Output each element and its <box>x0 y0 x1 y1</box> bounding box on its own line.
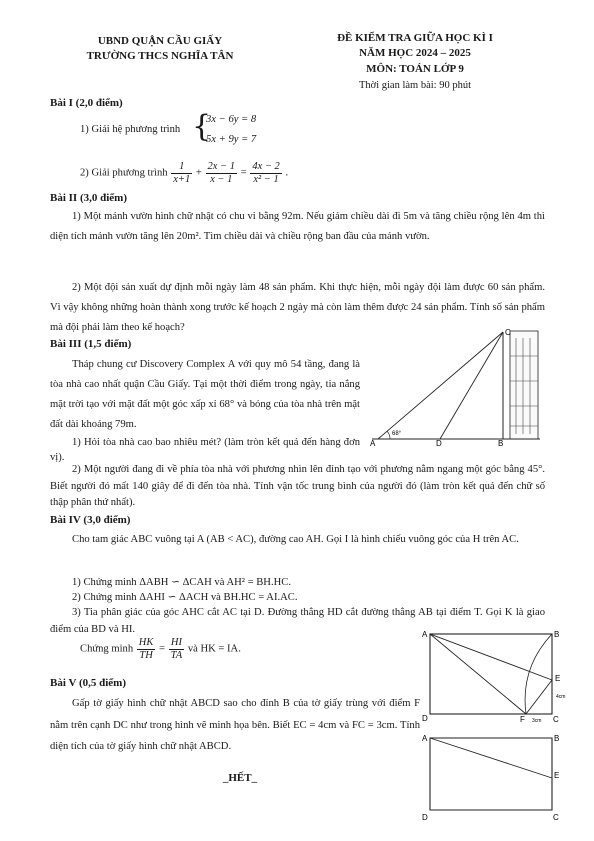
system-eq2: 5x + 9y = 7 <box>206 134 257 145</box>
school-name: TRƯỜNG THCS NGHĨA TÂN <box>86 50 234 62</box>
system-eq1: 3x − 6y = 8 <box>206 114 257 125</box>
fraction-1: $\frac{1}{x+1}$ <box>173 161 191 185</box>
period: . <box>285 167 289 179</box>
time-limit: Thời gian làm bài: 90 phút <box>359 80 471 91</box>
label-fc-length: 3cm <box>532 718 542 723</box>
fraction-hi-ta: $\frac{HI}{TA}$ <box>170 637 183 661</box>
bai3-title: Bài III (1,5 điểm) <box>50 338 132 350</box>
bai1-title: Bài I (2,0 điểm) <box>50 97 123 109</box>
fold-line-ae <box>430 634 552 680</box>
fraction-hk-th: $\frac{HK}{TH}$ <box>138 637 154 661</box>
label-b: B <box>498 439 504 446</box>
bai1-q1-text: 1) Giải hệ phương trình <box>80 124 181 135</box>
fraction-2: $\frac{2x - 1}{x - 1}$ <box>207 161 236 185</box>
prove-text-end: và HK = IA. <box>187 643 241 655</box>
building-figure <box>370 326 545 446</box>
line-af <box>430 634 526 714</box>
rectangle-abcd <box>430 634 552 714</box>
fold-arc <box>525 634 552 714</box>
bai1-q1 <box>80 109 257 145</box>
bai3-intro: Tháp chung cư Discovery Complex A với quy mô 54 tầng, đang là tòa nhà cao nhất quận Cầu Giấy. Tại một thời điểm trong ngày, tia nắng mặt trời tạo với mặt đất một góc xấp xỉ 68° và bóng của tòa nhà trên mặt đất dài khoảng 79m. <box>50 359 360 430</box>
line-fe <box>526 680 552 714</box>
bai4-q3: 3) Tia phân giác của góc AHC cắt AC tại D. Đường thẳng HD cắt đường thẳng AB tại điểm T. Gọi K là giao điểm của BD và HI. <box>50 607 545 635</box>
exam-title: ĐỀ KIỂM TRA GIỮA HỌC KÌ I <box>337 32 493 44</box>
label-a-bottom: A <box>422 734 428 743</box>
angle-label: 68° <box>392 431 402 437</box>
bai1-q2 <box>80 161 288 186</box>
subject: MÔN: TOÁN LỚP 9 <box>366 63 464 75</box>
label-c-bottom: C <box>553 813 559 822</box>
bai2-q1: 1) Một mảnh vườn hình chữ nhật có chu vi bằng 92m. Nếu giảm chiều dài đi 5m và tăng chiều rộng lên 4m thì diện tích mảnh vườn tăng lên 20m². Tìm chiều dài và chiều rộng ban đầu của mảnh vườn. <box>50 211 545 242</box>
department-name: UBND QUẬN CẦU GIẤY <box>97 35 223 47</box>
fold-figure-bottom <box>420 728 570 823</box>
fold-figure-top <box>420 628 570 723</box>
plus-sign: + <box>195 167 202 179</box>
label-b-bottom: B <box>554 734 560 743</box>
label-c-top: C <box>553 715 559 723</box>
sun-ray-line <box>378 332 503 439</box>
fold-line-ae-2 <box>430 738 552 778</box>
label-e-top: E <box>555 674 561 683</box>
label-ec-length: 4cm <box>556 694 566 700</box>
bai3-q1: 1) Hỏi tòa nhà cao bao nhiêu mét? (làm tròn kết quả đến hàng đơn vị). <box>50 437 360 463</box>
prove-text: Chứng minh <box>80 643 134 655</box>
system-brace: { <box>192 109 212 144</box>
label-d: D <box>436 439 442 446</box>
bai2-q2: 2) Một đội sản xuất dự định mỗi ngày làm 48 sản phẩm. Khi thực hiện, mỗi ngày đội làm được 60 sản phẩm. Vì vậy không những hoàn thành xong trước kế hoạch 2 ngày mà còn làm thêm được 24 sản phẩm. Tính số sản phẩm mà đội phải làm theo kế hoạch? <box>50 282 545 333</box>
bai4-intro: Cho tam giác ABC vuông tại A (AB < AC), đường cao AH. Gọi I là hình chiếu vuông góc của H trên AC. <box>72 534 519 545</box>
label-c: C <box>505 328 511 337</box>
label-b-top: B <box>554 630 560 639</box>
bai1-q2-text: 2) Giải phương trình <box>80 167 168 179</box>
fraction-3: $\frac{4x - 2}{\text{x² − 1}}$ <box>252 161 280 185</box>
label-e-bottom: E <box>554 771 560 780</box>
equals-sign-2: = <box>159 643 166 655</box>
bai5-title: Bài V (0,5 điểm) <box>50 677 126 689</box>
school-year: NĂM HỌC 2024 – 2025 <box>359 47 471 59</box>
bai5-text: Gấp tờ giấy hình chữ nhật ABCD sao cho đỉnh B của tờ giấy trùng với điểm F nằm trên cạnh DC như trong hình vẽ minh họa bên. Biết EC = 4cm và FC = 3cm. Tính diện tích của tờ giấy hình chữ nhật ABCD. <box>50 698 420 752</box>
label-d-bottom: D <box>422 813 428 822</box>
bai3-q2: 2) Một người đang đi về phía tòa nhà với phương nhìn lên đỉnh tạo với phương nằm ngang một góc bằng 45°. Biết người đó mất 140 giây để đi đến tòa nhà. Tính vận tốc trung bình của người đó (làm tròn kết quả đến chữ số thập phân thứ nhất). <box>50 464 545 508</box>
label-f-top: F <box>520 715 525 723</box>
angle-arc <box>387 431 390 439</box>
bai4-q2: 2) Chứng minh ΔAHI ∽ ΔACH và BH.HC = AI.AC. <box>72 592 298 603</box>
bai4-q3b <box>80 637 241 662</box>
label-d-top: D <box>422 714 428 723</box>
label-a-top: A <box>422 630 428 639</box>
label-a: A <box>370 439 376 446</box>
end-marker: _HẾT_ <box>222 772 258 784</box>
sight-line <box>440 332 503 439</box>
building-body <box>510 331 538 439</box>
bai2-title: Bài II (3,0 điểm) <box>50 192 127 204</box>
bai4-q1: 1) Chứng minh ΔABH ∽ ΔCAH và AH² = BH.HC. <box>72 577 291 588</box>
rectangle-abcd-2 <box>430 738 552 810</box>
bai4-title: Bài IV (3,0 điểm) <box>50 514 131 526</box>
equals-sign: = <box>240 167 247 179</box>
